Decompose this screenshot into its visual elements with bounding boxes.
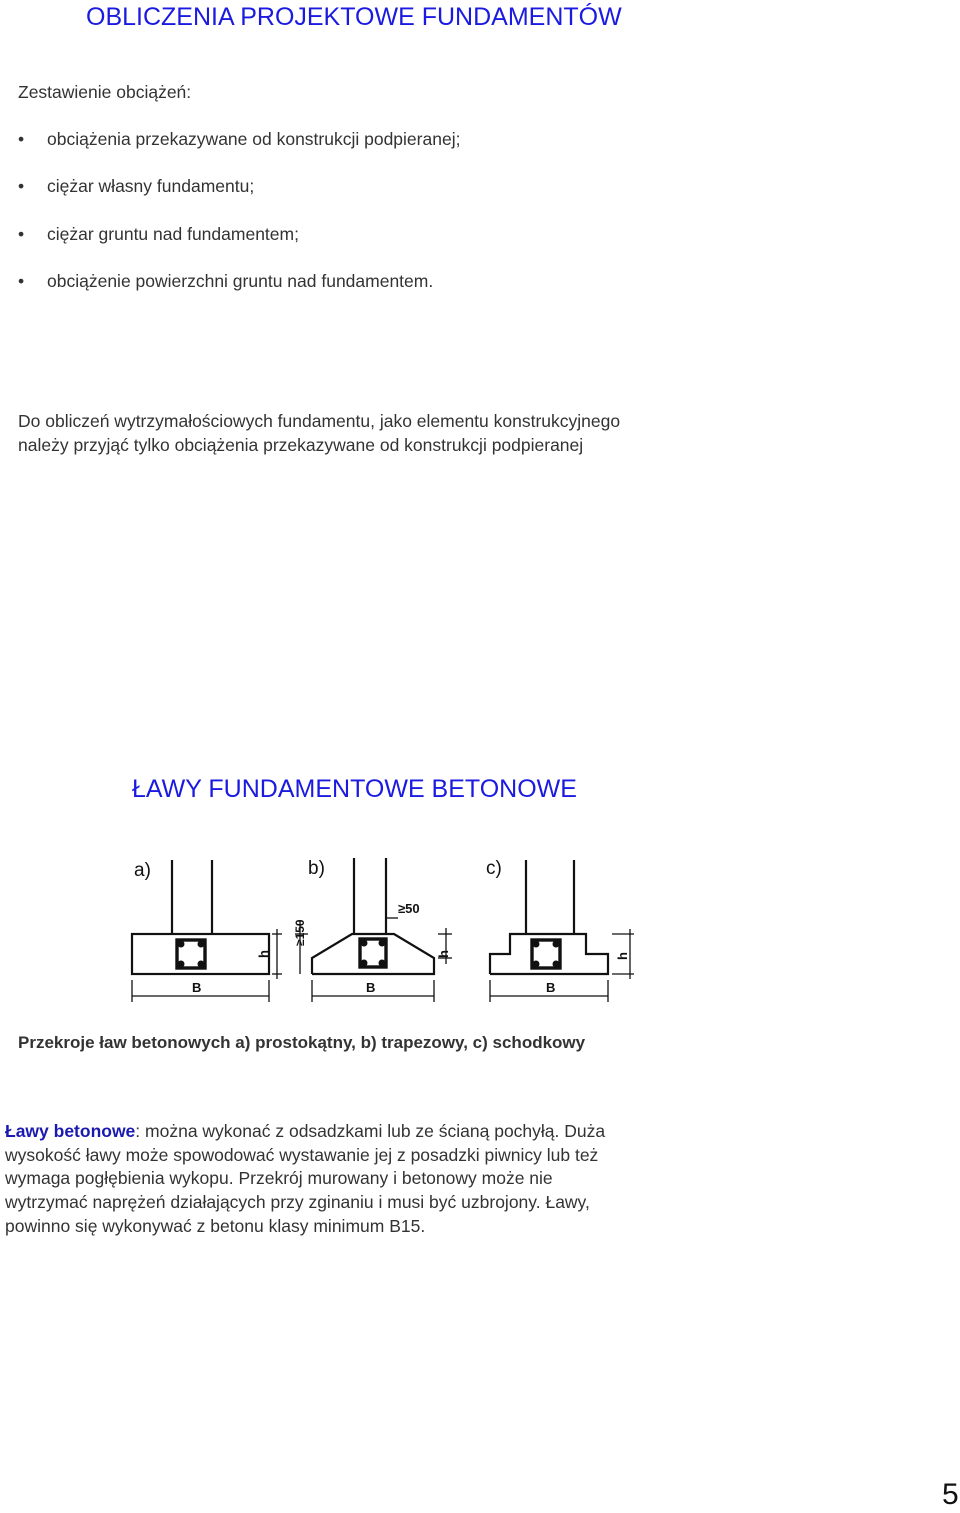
footing-sections-figure — [120, 850, 650, 1010]
section-c-stepped — [486, 858, 634, 1002]
figure-caption: Przekroje ław betonowych a) prostokątny, b) trapezowy, c) schodkowy — [18, 1033, 586, 1052]
section-a-rectangular — [132, 860, 282, 1002]
section-b-trapezoidal — [293, 858, 452, 1002]
dim-150-label: ≥150 — [293, 919, 307, 946]
rebar-c-icon — [532, 940, 560, 968]
label-c: c) — [486, 858, 502, 879]
concrete-footings-description — [5, 1120, 705, 1239]
paragraph-line: powinno się wykonywać z betonu klasy minimum B15. — [5, 1215, 426, 1236]
bullet-icon: • — [18, 176, 25, 196]
paragraph-line: wysokość ławy może spowodować wystawanie jej z posadzki piwnicy lub też — [5, 1144, 599, 1165]
rebar-b-icon — [360, 939, 386, 967]
list-item-text: obciążenia przekazywane od konstrukcji podpieranej; — [47, 129, 461, 149]
dim-h-b-label: h — [436, 950, 451, 958]
term-label: Ławy betonowe — [5, 1121, 136, 1141]
list-item-text: ciężar gruntu nad fundamentem; — [47, 224, 299, 244]
paragraph-line: wytrzymać naprężeń działających przy zginaniu i musi być uzbrojony. Ławy, — [5, 1192, 590, 1213]
label-a: a) — [134, 860, 151, 881]
rebar-a-icon — [177, 940, 205, 968]
term-definition: : można wykonać z odsadzkami lub ze ścianą pochyłą. Duża — [135, 1121, 606, 1141]
page-title: OBLICZENIA PROJEKTOWE FUNDAMENTÓW — [86, 3, 622, 31]
dim-b-b-label: B — [366, 980, 376, 995]
dim-50-label: ≥50 — [398, 901, 420, 916]
dim-h-c-label: h — [615, 952, 630, 960]
loads-intro: Zestawienie obciążeń: — [18, 82, 192, 102]
bullet-icon: • — [18, 224, 25, 244]
dim-b-a-label: B — [192, 980, 202, 995]
bullet-icon: • — [18, 129, 25, 149]
page-number: 5 — [942, 1478, 959, 1511]
label-b: b) — [308, 858, 325, 879]
list-item-text: obciążenie powierzchni gruntu nad fundamentem. — [47, 271, 434, 291]
bullet-icon: • — [18, 271, 25, 291]
paragraph-line — [5, 1120, 705, 1144]
section-title: ŁAWY FUNDAMENTOWE BETONOWE — [132, 775, 577, 803]
dim-b-c-label: B — [546, 980, 556, 995]
dim-h-a-label: h — [256, 950, 271, 958]
paragraph-line: Do obliczeń wytrzymałościowych fundamentu, jako elementu konstrukcyjnego — [18, 411, 621, 431]
paragraph-line: wymaga pogłębienia wykopu. Przekrój murowany i betonowy może nie — [5, 1168, 553, 1189]
strength-calc-note — [18, 409, 778, 457]
paragraph-line: należy przyjąć tylko obciążenia przekazywane od konstrukcji podpieranej — [18, 435, 584, 455]
list-item-text: ciężar własny fundamentu; — [47, 176, 255, 196]
